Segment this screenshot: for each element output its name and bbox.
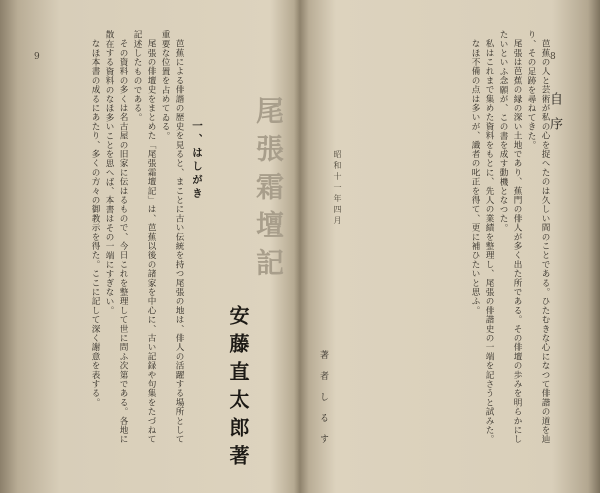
date-line: 昭和十一年四月 <box>333 150 342 227</box>
body-text <box>40 30 186 450</box>
paragraph: なほ本書の成るにあたり、多くの方々の御教示を得た。ここに記して深く謝意を表する。 <box>90 38 100 407</box>
body-text <box>342 30 552 450</box>
paragraph: 尾張は芭蕉の縁の深い土地であり、蕉門の俳人が多く出た所である。その俳壇の歩みを明らかにしたいといふ念願が、この書を成す動機となつた。 <box>498 30 522 444</box>
signature: 著者しるす <box>318 350 328 455</box>
paragraph: 私はこれまで集めた資料をもとに、先人の業績を整理し、尾張の俳諧史の一端を記さうと試みた。 <box>484 38 494 444</box>
page-number: 9 <box>34 52 40 62</box>
page-number: 8 <box>550 52 556 62</box>
author-name: 安藤直太郎著 <box>226 305 250 473</box>
book-title: 尾張霜壇記 <box>252 96 285 286</box>
right-page <box>300 0 600 493</box>
paragraph: なほ不備の点は多いが、識者の叱正を得て、更に補ひたいと思ふ。 <box>470 38 480 315</box>
paragraph: 尾張の俳壇史をまとめた「尾張霜壇記」は、芭蕉以後の諸家を中心に、古い記録や句集をたづねて記述したものである。 <box>132 30 156 444</box>
section-heading: 一、はしがき <box>191 120 203 201</box>
paragraph: 芭蕉による俳諧の歴史を見ると、まことに古い伝統を持つ尾張の地は、俳人の活躍する場所として重要な位置を占めてゐる。 <box>160 30 184 444</box>
preface-title: 自序 <box>547 92 562 142</box>
paragraph: その資料の多くは名古屋の旧家に伝はるもので、今日これを整理して世に問ふ次第である。各地に散在する資料のなほ多いことを思へば、本書はその一端にすぎない。 <box>104 30 128 444</box>
paragraph: 芭蕉の人と芸術が私の心を捉へたのは久しい間のことである。ひたむきな心になつて俳諧の道を辿り、その足跡を尋ねてきた。 <box>526 30 550 444</box>
